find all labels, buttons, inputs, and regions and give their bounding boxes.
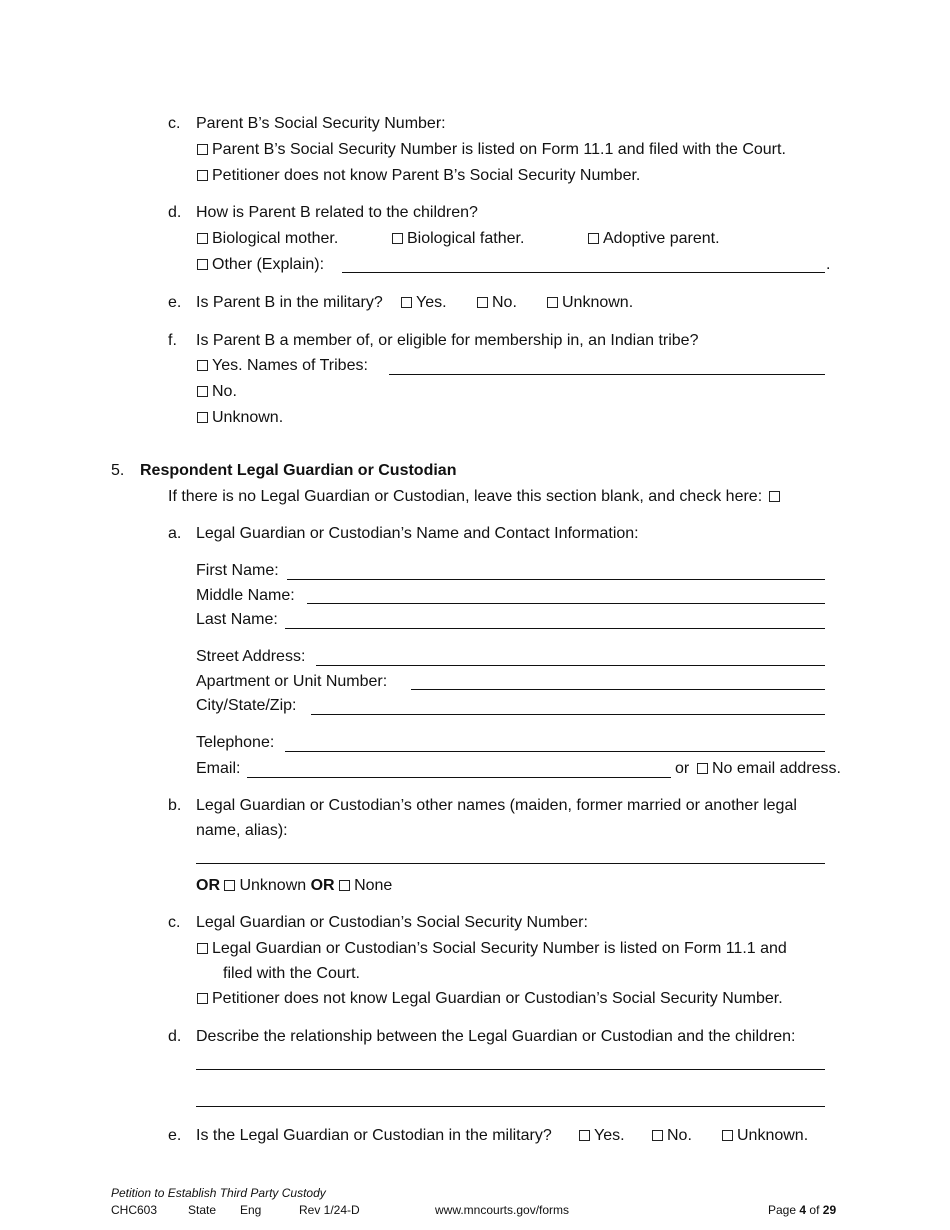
tribe-names-line[interactable] <box>389 374 825 375</box>
question-parent-b-relation: How is Parent B related to the children? <box>196 204 478 221</box>
checkbox-no-guardian[interactable] <box>769 491 780 502</box>
middle-name-label: Middle Name: <box>196 587 295 604</box>
footer-form-code: CHC603 <box>111 1203 158 1217</box>
checkbox-military-unknown[interactable] <box>547 297 558 308</box>
checkbox-military-no[interactable] <box>477 297 488 308</box>
email-label: Email: <box>196 760 241 777</box>
footer-language: Eng <box>240 1203 262 1217</box>
question-other-names-cont: name, alias): <box>196 822 288 839</box>
first-name-field[interactable] <box>287 579 825 580</box>
checkbox-ssn-listed[interactable] <box>197 144 208 155</box>
option-military-no[interactable]: No. <box>477 293 517 313</box>
footer-state: State <box>188 1203 217 1217</box>
first-name-label: First Name: <box>196 562 279 579</box>
item-letter: c. <box>168 914 181 931</box>
telephone-field[interactable] <box>285 751 825 752</box>
item-letter: d. <box>168 204 182 221</box>
apartment-field[interactable] <box>411 689 825 690</box>
footer-url[interactable]: www.mncourts.gov/forms <box>435 1203 570 1217</box>
checkbox-bio-mother[interactable] <box>197 233 208 244</box>
checkbox-guardian-military-no[interactable] <box>652 1130 663 1141</box>
checkbox-guardian-military-yes[interactable] <box>579 1130 590 1141</box>
checkbox-names-unknown[interactable] <box>224 880 235 891</box>
checkbox-tribe-unknown[interactable] <box>197 412 208 423</box>
item-letter: c. <box>168 115 181 132</box>
option-no-email[interactable]: No email address. <box>697 759 841 779</box>
checkbox-bio-father[interactable] <box>392 233 403 244</box>
question-parent-b-ssn: Parent B’s Social Security Number: <box>196 115 446 132</box>
other-names-field[interactable] <box>196 863 825 864</box>
other-explain-line[interactable] <box>342 272 825 273</box>
option-guardian-ssn-unknown[interactable]: Petitioner does not know Legal Guardian or Custodian’s Social Security Number. <box>197 989 783 1009</box>
email-field[interactable] <box>247 777 671 778</box>
item-letter: e. <box>168 294 182 311</box>
section-number: 5. <box>111 462 125 479</box>
street-address-label: Street Address: <box>196 648 306 665</box>
other-names-options: OR Unknown OR None <box>196 877 393 894</box>
footer-page-number: Page 4 of 29 <box>768 1203 837 1217</box>
question-guardian-military: Is the Legal Guardian or Custodian in the military? <box>196 1127 552 1144</box>
section-title: Respondent Legal Guardian or Custodian <box>140 462 457 479</box>
checkbox-tribe-yes[interactable] <box>197 360 208 371</box>
option-guardian-ssn-listed[interactable]: Legal Guardian or Custodian’s Social Security Number is listed on Form 11.1 and <box>197 939 787 959</box>
question-parent-b-tribe: Is Parent B a member of, or eligible for membership in, an Indian tribe? <box>196 332 699 349</box>
option-adoptive-parent[interactable]: Adoptive parent. <box>588 229 720 249</box>
item-letter: b. <box>168 797 182 814</box>
checkbox-guardian-military-unknown[interactable] <box>722 1130 733 1141</box>
option-guardian-military-unknown[interactable]: Unknown. <box>722 1126 808 1146</box>
checkbox-adoptive-parent[interactable] <box>588 233 599 244</box>
option-ssn-unknown[interactable]: Petitioner does not know Parent B’s Social Security Number. <box>197 166 640 186</box>
city-state-zip-label: City/State/Zip: <box>196 697 297 714</box>
option-other[interactable]: Other (Explain): <box>197 255 324 275</box>
checkbox-no-email[interactable] <box>697 763 708 774</box>
item-letter: d. <box>168 1028 182 1045</box>
or-label: or <box>675 760 690 777</box>
question-parent-b-military: Is Parent B in the military? <box>196 294 383 311</box>
option-ssn-listed[interactable]: Parent B’s Social Security Number is listed on Form 11.1 and filed with the Court. <box>197 140 786 160</box>
telephone-label: Telephone: <box>196 734 275 751</box>
period: . <box>826 256 831 273</box>
option-military-yes[interactable]: Yes. <box>401 293 447 313</box>
option-tribe-unknown[interactable]: Unknown. <box>197 408 283 428</box>
checkbox-tribe-no[interactable] <box>197 386 208 397</box>
city-state-zip-field[interactable] <box>311 714 825 715</box>
checkbox-military-yes[interactable] <box>401 297 412 308</box>
option-bio-mother[interactable]: Biological mother. <box>197 229 338 249</box>
street-address-field[interactable] <box>316 665 825 666</box>
relationship-field-line-1[interactable] <box>196 1069 825 1070</box>
item-letter: e. <box>168 1127 182 1144</box>
apartment-label: Apartment or Unit Number: <box>196 673 388 690</box>
checkbox-ssn-unknown[interactable] <box>197 170 208 181</box>
option-guardian-ssn-listed-cont: filed with the Court. <box>223 965 360 982</box>
checkbox-names-none[interactable] <box>339 880 350 891</box>
question-guardian-ssn: Legal Guardian or Custodian’s Social Security Number: <box>196 914 588 931</box>
option-military-unknown[interactable]: Unknown. <box>547 293 633 313</box>
item-letter: f. <box>168 332 177 349</box>
checkbox-guardian-ssn-unknown[interactable] <box>197 993 208 1004</box>
last-name-label: Last Name: <box>196 611 278 628</box>
last-name-field[interactable] <box>285 628 825 629</box>
footer-revision: Rev 1/24-D <box>299 1203 360 1217</box>
question-other-names: Legal Guardian or Custodian’s other names (maiden, former married or another legal <box>196 797 797 814</box>
checkbox-guardian-ssn-listed[interactable] <box>197 943 208 954</box>
section-intro: If there is no Legal Guardian or Custodian, leave this section blank, and check here: <box>168 487 784 507</box>
middle-name-field[interactable] <box>307 603 825 604</box>
option-guardian-military-no[interactable]: No. <box>652 1126 692 1146</box>
relationship-field-line-2[interactable] <box>196 1106 825 1107</box>
option-bio-father[interactable]: Biological father. <box>392 229 524 249</box>
option-tribe-no[interactable]: No. <box>197 382 237 402</box>
item-letter: a. <box>168 525 182 542</box>
footer-form-title: Petition to Establish Third Party Custody <box>111 1186 326 1200</box>
question-guardian-contact: Legal Guardian or Custodian’s Name and Contact Information: <box>196 525 639 542</box>
option-guardian-military-yes[interactable]: Yes. <box>579 1126 625 1146</box>
checkbox-other[interactable] <box>197 259 208 270</box>
question-guardian-relationship: Describe the relationship between the Legal Guardian or Custodian and the children: <box>196 1028 796 1045</box>
option-tribe-yes[interactable]: Yes. Names of Tribes: <box>197 356 368 376</box>
